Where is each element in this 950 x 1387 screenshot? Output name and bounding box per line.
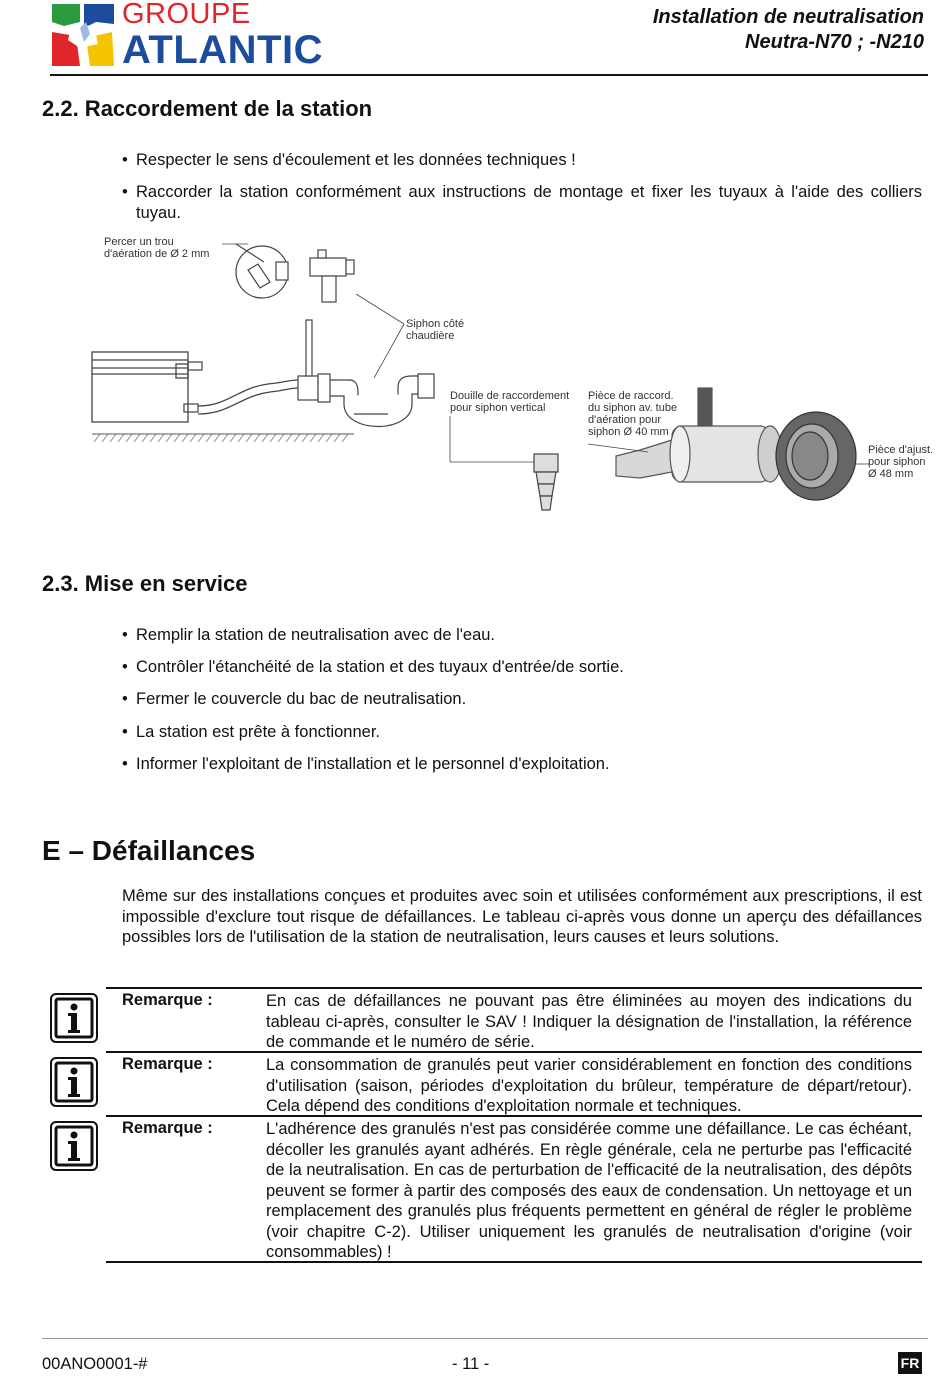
bullet-icon: • <box>122 723 128 741</box>
note-text: En cas de défaillances ne pouvant pas être éliminées au moyen des indications du tableau ci-après, consulter le SAV ! Indiquer la désignation de l'installation, la référence de commande et le numéro de série. <box>266 992 912 1051</box>
note-text: L'adhérence des granulés n'est pas considérée comme une défaillance. Le cas échéant, décoller les granulés ayant adhérés. En règle générale, cela ne perturbe pas l'efficacité de la neutralisation. En cas de perturbation de l'efficacité de la neutralisation, des dépôts peuvent se former à partir des composés des eaux de condensation. Un nettoyage et un remplacement des granulés plus fréquents permettent en général de régler le problème (voir chapitre C-2). Utiliser uniquement les granulés de neutralisation d'origine (voir consommables) ! <box>266 1120 912 1261</box>
label-douille: Douille de raccordement pour siphon vertical <box>450 390 570 414</box>
section-intro-paragraph: Même sur des installations conçues et produites avec soin et utilisées conformément aux prescriptions, il est impossible d'exclure tout risque de défaillances. Le tableau ci-après vous donne un aperçu des défaillances possibles lors de l'utilisation de la station de neutralisation, leurs causes et leurs solutions. <box>122 887 922 946</box>
document-reference: 00ANO0001-# <box>42 1355 148 1373</box>
label-vent-hole: Percer un trou d'aération de Ø 2 mm <box>104 236 210 260</box>
siphon-trap <box>330 374 434 427</box>
logo-text-atlantic: ATLANTIC <box>122 28 323 72</box>
note-text: La consommation de granulés peut varier considérablement en fonction des conditions d'utilisation (saison, périodes d'exploitation du brûleur, température de départ/retour). Cela dépend des conditions d'exploitation normale et techniques. <box>266 1056 912 1115</box>
header-rule <box>50 74 928 76</box>
groupe-atlantic-logo <box>50 2 340 70</box>
header-subtitle: Neutra-N70 ; -N210 <box>745 31 924 53</box>
logo-mark-icon <box>50 2 120 70</box>
note-label: Remarque : <box>122 1119 213 1137</box>
adjustment-ring <box>776 412 856 500</box>
bullet-icon: • <box>122 755 128 773</box>
section-title-e: E – Défaillances <box>42 835 256 866</box>
info-icon <box>50 1057 98 1107</box>
note-divider <box>106 1115 922 1117</box>
station-tank <box>92 352 188 422</box>
note-divider <box>106 1051 922 1053</box>
installation-diagram <box>88 228 938 528</box>
bullet-icon: • <box>122 658 128 676</box>
hose <box>198 380 298 414</box>
label-piece-ajust: Pièce d'ajust. pour siphon Ø 48 mm <box>868 444 934 480</box>
label-siphon: Siphon côté chaudière <box>406 318 465 342</box>
bullet-icon: • <box>122 151 128 169</box>
info-icon <box>50 993 98 1043</box>
floor-hatching <box>94 434 348 442</box>
station-outlets <box>184 362 202 412</box>
note-divider <box>106 987 922 989</box>
label-piece-raccord: Pièce de raccord. du siphon av. tube d'aération pour siphon Ø 40 mm <box>588 390 678 438</box>
section-title-2-2: 2.2. Raccordement de la station <box>42 96 373 121</box>
note-label: Remarque : <box>122 1055 213 1073</box>
bullet-icon: • <box>122 183 128 201</box>
bullet-icon: • <box>122 626 128 644</box>
info-icon <box>50 1121 98 1171</box>
siphon-connection-drawing <box>88 228 938 528</box>
bullet-icon: • <box>122 690 128 708</box>
language-badge: FR <box>898 1352 922 1374</box>
page-number: - 11 - <box>452 1355 490 1373</box>
section-title-2-3: 2.3. Mise en service <box>42 571 248 596</box>
pipe-connector <box>298 320 330 402</box>
note-divider <box>106 1261 922 1263</box>
hose-barb-fitting <box>534 454 558 510</box>
note-label: Remarque : <box>122 991 213 1009</box>
footer-rule <box>42 1338 928 1339</box>
siphon-tee-detail <box>276 250 354 302</box>
logo-text-groupe: GROUPE <box>122 0 251 30</box>
header-title: Installation de neutralisation <box>652 6 924 28</box>
